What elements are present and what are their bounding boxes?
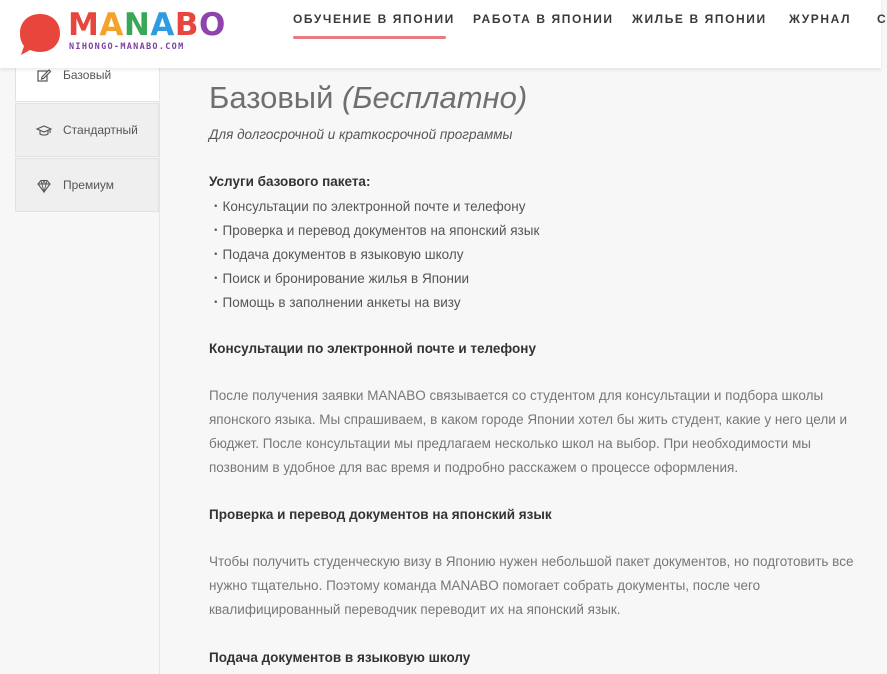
nav-work-in-japan[interactable]: РАБОТА В ЯПОНИИ [473,12,614,26]
pencil-icon [36,67,52,83]
logo-wordmark [68,8,226,42]
plan-content [159,68,881,674]
section-text-documents: Чтобы получить студенческую визу в Японию нужен небольшой пакет документов, но подготовить все нужно тщательно. Поэтому команда MANABO помогает собрать документы, после чего квалифицированный переводчик переводит их на японский язык. [209,554,854,617]
section-heading-school-submission: Подача документов в языковую школу [209,650,471,665]
page-subtitle: Для долгосрочной и краткосрочной программы [209,127,513,142]
section-heading-consultations: Консультации по электронной почте и телефону [209,341,536,356]
section-heading-documents: Проверка и перевод документов на японский язык [209,507,552,522]
nav-active-indicator [293,36,446,39]
list-item: ・Подача документов в языковую школу [209,247,464,262]
page-title [209,80,527,116]
title-main: Базовый [209,80,334,115]
site-header [0,0,887,68]
plan-sidebar [15,46,159,213]
diamond-icon [36,178,52,194]
sidebar-item-label: Стандартный [63,123,138,137]
logo-letter: B [174,7,199,43]
sidebar-item-label: Базовый [63,68,112,82]
nav-journal[interactable]: ЖУРНАЛ [789,12,852,26]
services-list [209,195,539,315]
section-text-consultations: После получения заявки MANABO связывается со студентом для консультации и подбора школы японского языка. Мы спрашиваем, в каком городе Японии хотел бы жить студент, какие у него цели и бюджет. После консультации мы предлагаем несколько школ на выбор. При необходимости мы позвоним в удобное для вас время и подробно расскажем о процессе оформления. [209,388,848,475]
list-item: ・Проверка и перевод документов на японский язык [209,223,540,238]
logo-letter: A [150,7,175,43]
list-item: ・Поиск и бронирование жилья в Японии [209,271,470,286]
logo-letter: N [123,7,151,43]
logo-letter: A [99,7,124,43]
services-heading: Услуги базового пакета: [209,174,371,189]
sidebar-item-standard[interactable] [15,103,159,157]
sidebar-item-premium[interactable] [15,158,159,212]
graduation-cap-icon [36,123,52,139]
speech-bubble-icon [17,11,63,57]
nav-study-in-japan[interactable]: ОБУЧЕНИЕ В ЯПОНИИ [293,12,455,26]
logo-subtitle: NIHONGO-MANABO.COM [69,42,185,52]
logo-letter: M [68,7,100,43]
nav-more[interactable]: С [877,12,887,26]
list-item: ・Консультации по электронной почте и телефону [209,199,526,214]
page-scrollbar[interactable] [875,68,881,674]
title-price: (Бесплатно) [342,80,528,115]
list-item: ・Помощь в заполнении анкеты на визу [209,295,461,310]
sidebar-item-label: Премиум [63,178,115,192]
logo-letter: O [198,7,226,43]
nav-housing-in-japan[interactable]: ЖИЛЬЕ В ЯПОНИИ [632,12,767,26]
